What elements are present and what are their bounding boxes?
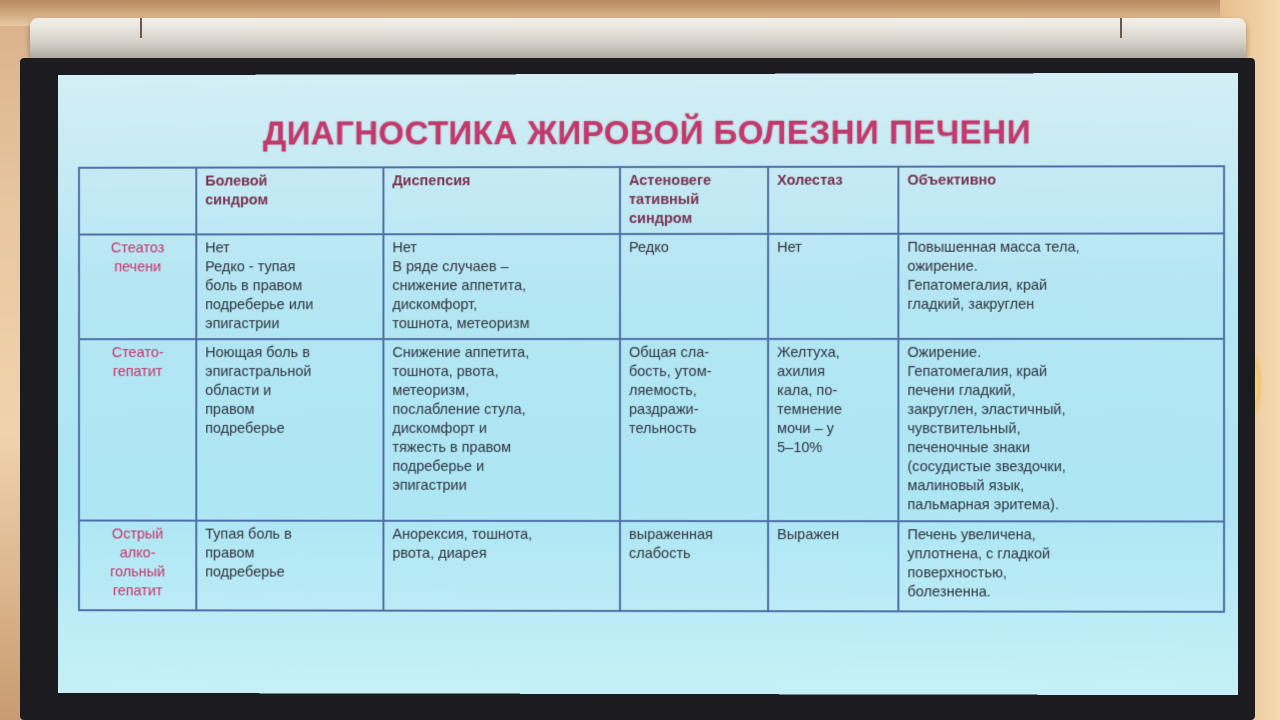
row-label: Стеатоз печени xyxy=(79,234,196,339)
table-cell: Нет xyxy=(768,234,898,339)
row-label: Острый алко- гольный гепатит xyxy=(79,521,196,611)
table-row xyxy=(79,521,1224,612)
table-cell: Снижение аппетита, тошнота, рвота, метеоризм, послабление стула, дискомфорт и тяжесть в правом подреберье и эпигастрии xyxy=(383,339,620,521)
table-cell: Ноющая боль в эпигастральной области и правом подреберье xyxy=(196,339,383,521)
table-cell: Тупая боль в правом подреберье xyxy=(196,521,383,611)
header-cell: Диспепсия xyxy=(383,167,620,234)
table-cell: Повышенная масса тела, ожирение. Гепатомегалия, край гладкий, закруглен xyxy=(898,233,1224,338)
row-label: Стеато- гепатит xyxy=(79,339,196,520)
table-cell: Нет В ряде случаев – снижение аппетита, дискомфорт, тошнота, метеоризм xyxy=(383,234,620,339)
header-cell: Астеновеге тативный синдром xyxy=(620,167,768,234)
header-cell: Объективно xyxy=(898,166,1224,234)
table-cell: Нет Редко - тупая боль в правом подреберье или эпигастрии xyxy=(196,234,383,339)
table-header-row xyxy=(79,166,1224,234)
header-cell xyxy=(79,168,196,235)
projector-screen-case xyxy=(30,18,1246,60)
header-cell: Холестаз xyxy=(768,167,898,234)
diagnosis-table xyxy=(78,165,1225,613)
table-cell: Печень увеличена, уплотнена, с гладкой поверхностью, болезненна. xyxy=(898,521,1224,612)
table-cell: Анорексия, тошнота, рвота, диарея xyxy=(383,521,620,611)
projected-slide xyxy=(58,73,1238,695)
table-cell: Выражен xyxy=(768,521,898,611)
header-cell: Болевой синдром xyxy=(196,167,383,234)
hanging-hook xyxy=(140,18,152,38)
table-cell: Желтуха, ахилия кала, по- темнение мочи – у 5–10% xyxy=(768,339,898,521)
table-row xyxy=(79,233,1224,339)
table-cell: Ожирение. Гепатомегалия, край печени гладкий, закруглен, эластичный, чувствительный, печеночные знаки (сосудистые звездочки, малиновый язык, пальмарная эритема). xyxy=(898,339,1224,522)
slide-title: ДИАГНОСТИКА ЖИРОВОЙ БОЛЕЗНИ ПЕЧЕНИ xyxy=(262,113,1032,152)
table-cell: выраженная слабость xyxy=(620,521,768,611)
table-row xyxy=(79,339,1224,522)
hanging-hook xyxy=(1120,18,1132,38)
table-cell: Редко xyxy=(620,234,768,339)
table-cell: Общая сла- бость, утом- ляемость, раздражи- тельность xyxy=(620,339,768,521)
